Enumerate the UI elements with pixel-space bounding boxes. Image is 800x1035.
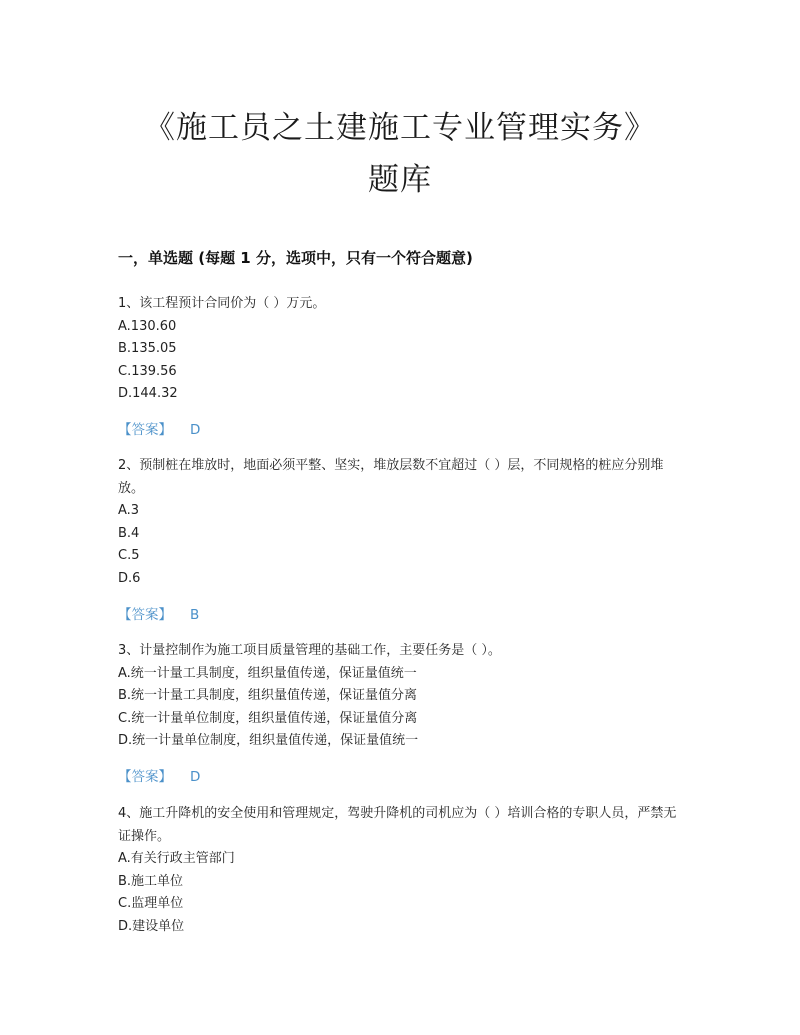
answer-label: 【答案】 bbox=[118, 422, 172, 438]
option-c: C.监理单位 bbox=[118, 896, 184, 911]
question-1 bbox=[118, 293, 683, 406]
section-heading: 一，单选题 (每题 1 分，选项中，只有一个符合题意) bbox=[118, 249, 473, 267]
option-d: D.144.32 bbox=[118, 386, 178, 401]
document-title: 《施工员之土建施工专业管理实务》 bbox=[144, 110, 656, 146]
document-title-line2: 题库 bbox=[368, 162, 432, 198]
question-4 bbox=[118, 803, 683, 938]
answer-value: B bbox=[190, 607, 200, 623]
question-2 bbox=[118, 455, 683, 590]
answer-label: 【答案】 bbox=[118, 769, 172, 785]
answer-2 bbox=[118, 604, 199, 626]
answer-3 bbox=[118, 766, 200, 788]
answer-label: 【答案】 bbox=[118, 607, 172, 623]
option-b: B.施工单位 bbox=[118, 873, 184, 889]
answer-1 bbox=[118, 419, 200, 441]
option-b: B.统一计量工具制度，组织量值传递，保证量值分离 bbox=[118, 688, 418, 703]
option-d: D.6 bbox=[118, 570, 141, 586]
question-text: 1、该工程预计合同价为（ ）万元。 bbox=[118, 296, 326, 311]
option-c: C.统一计量单位制度，组织量值传递，保证量值分离 bbox=[118, 710, 418, 726]
question-text: 2、预制桩在堆放时，地面必须平整、坚实，堆放层数不宜超过（ ）层，不同规格的桩应分别堆放。 bbox=[118, 458, 664, 496]
option-a: A.3 bbox=[118, 503, 140, 518]
answer-value: D bbox=[190, 769, 201, 785]
question-text: 4、施工升降机的安全使用和管理规定，驾驶升降机的司机应为（ ）培训合格的专职人员，严禁无证操作。 bbox=[118, 806, 677, 844]
option-d: D.建设单位 bbox=[118, 918, 185, 934]
option-d: D.统一计量单位制度，组织量值传递，保证量值统一 bbox=[118, 733, 419, 748]
question-3 bbox=[118, 640, 683, 753]
option-c: C.139.56 bbox=[118, 363, 177, 379]
option-a: A.130.60 bbox=[118, 318, 177, 334]
answer-value: D bbox=[190, 422, 201, 438]
option-b: B.4 bbox=[118, 525, 140, 541]
option-b: B.135.05 bbox=[118, 341, 177, 356]
option-a: A.有关行政主管部门 bbox=[118, 851, 235, 866]
option-c: C.5 bbox=[118, 548, 140, 563]
question-text: 3、计量控制作为施工项目质量管理的基础工作，主要任务是（ ）。 bbox=[118, 643, 501, 658]
option-a: A.统一计量工具制度，组织量值传递，保证量值统一 bbox=[118, 665, 417, 681]
